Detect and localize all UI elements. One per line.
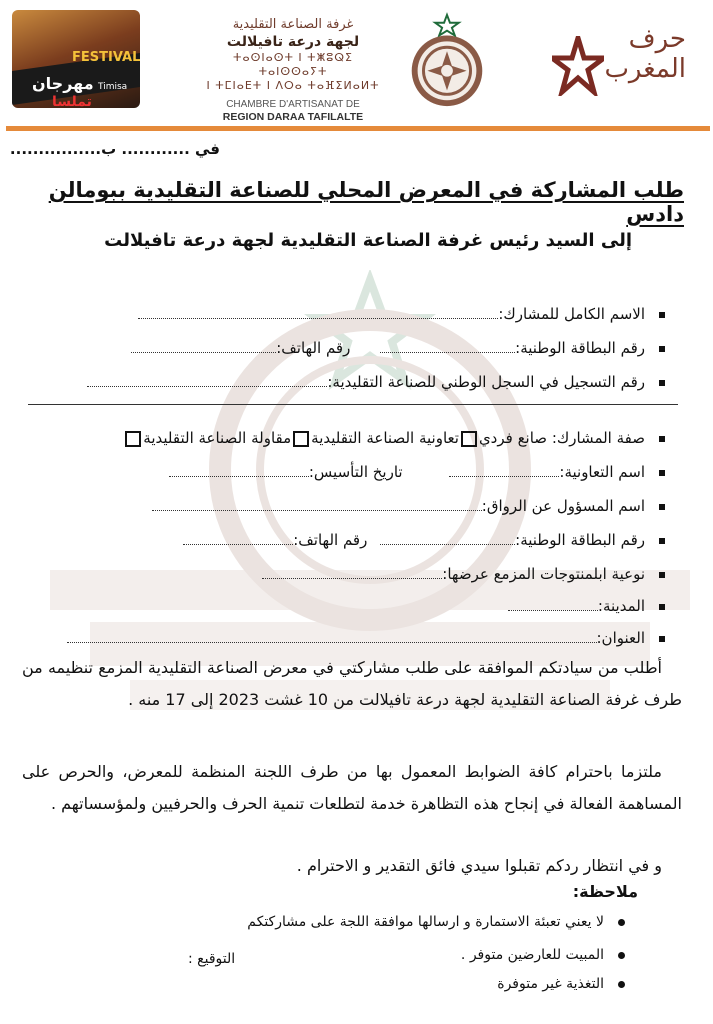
founding-date-label: تاريخ التأسيس: xyxy=(308,463,403,481)
square-bullet-icon xyxy=(659,604,665,610)
chamber-seal-emblem xyxy=(398,12,496,110)
booth-manager-field[interactable] xyxy=(152,496,665,516)
capacity-label: صفة المشارك: xyxy=(551,429,645,447)
hiraf-logo xyxy=(552,10,692,102)
square-bullet-icon xyxy=(659,346,665,352)
star-icon xyxy=(552,36,604,96)
products-input-line[interactable] xyxy=(262,566,442,579)
address-input-line[interactable] xyxy=(67,630,597,643)
square-bullet-icon xyxy=(659,312,665,318)
square-bullet-icon xyxy=(659,572,665,578)
square-bullet-icon xyxy=(659,538,665,544)
festival-logo-ar: مهرجان xyxy=(32,74,94,93)
registry-label: رقم التسجيل في السجل الوطني للصناعة التقليدية: xyxy=(327,373,645,391)
city-label: المدينة: xyxy=(597,597,645,615)
option-individual-checkbox[interactable] xyxy=(461,431,477,447)
booth-manager-label: اسم المسؤول عن الرواق: xyxy=(481,497,645,515)
closing-paragraph: و في انتظار ردكم تقبلوا سيدي فائق التقدير و الاحترام . xyxy=(296,856,662,875)
date-place-line: في ............ ب................ xyxy=(9,140,220,158)
festival-logo-ar2: تملسا xyxy=(52,94,92,108)
national-id-2-input-line[interactable] xyxy=(380,532,515,545)
square-bullet-icon xyxy=(659,380,665,386)
hiraf-logo-text: حرف المغرب xyxy=(604,24,686,84)
option-coop-label: تعاونية الصناعة التقليدية xyxy=(311,429,459,447)
chamber-name-ar-2: لجهة درعة تافيلالت xyxy=(226,34,360,50)
products-field[interactable] xyxy=(262,564,665,584)
option-individual-label: صانع فردي xyxy=(478,429,548,447)
participant-capacity-field[interactable] xyxy=(123,428,665,448)
city-field[interactable] xyxy=(508,596,665,616)
note-item: لا يعني تعبئة الاستمارة و ارسالها موافقة اللجة على مشاركتكم xyxy=(247,914,625,930)
chamber-name-block xyxy=(198,16,388,124)
square-bullet-icon xyxy=(659,470,665,476)
addressee-line: إلى السيد رئيس غرفة الصناعة التقليدية لجهة درعة تافيلالت xyxy=(104,230,632,251)
national-id-label: رقم البطاقة الوطنية: xyxy=(515,339,645,357)
festival-logo-en: FESTIVAL xyxy=(72,50,140,65)
coop-name-label: اسم التعاونية: xyxy=(559,463,645,481)
square-bullet-icon xyxy=(659,636,665,642)
national-id-2-field[interactable] xyxy=(183,530,665,550)
bullet-dot-icon xyxy=(618,981,625,988)
chamber-name-ar-1: غرفة الصناعة التقليدية xyxy=(232,17,354,32)
city-input-line[interactable] xyxy=(508,598,598,611)
chamber-name-tifinagh-1: ⵜⴰⵙⵏⴰⵙⵜ ⵏ ⵜⵥⵓⵕⵉ ⵜⴰⵏⵙⵙⴰⵢⵜ xyxy=(233,51,353,78)
full-name-field[interactable] xyxy=(138,304,665,324)
option-company-label: مقاولة الصناعة التقليدية xyxy=(143,429,292,447)
chamber-name-fr-2: REGION DARAA TAFILALTE xyxy=(222,111,364,123)
header-rule xyxy=(6,126,710,131)
option-company-checkbox[interactable] xyxy=(125,431,141,447)
national-id-field[interactable] xyxy=(131,338,665,358)
phone-2-input-line[interactable] xyxy=(183,532,293,545)
square-bullet-icon xyxy=(659,504,665,510)
coop-name-field[interactable] xyxy=(169,462,665,482)
square-bullet-icon xyxy=(659,436,665,442)
festival-logo-timisa: Timisa xyxy=(98,82,128,92)
document-title: طلب المشاركة في المعرض المحلي للصناعة التقليدية ببومالن دادس xyxy=(48,178,684,226)
registry-input-line[interactable] xyxy=(87,374,327,387)
full-name-input-line[interactable] xyxy=(138,306,498,319)
commitment-paragraph: ملتزما باحترام كافة الضوابط المعمول بها من طرف اللجنة المنظمة للمعرض، والحرص على المساهمة الفعالة في إنجاح هذه التظاهرة خدمة لتطلعات تنمية الحرف والحرفيين ولمؤسساتهم . xyxy=(22,762,682,813)
registry-field[interactable] xyxy=(87,372,665,392)
phone-label: رقم الهاتف: xyxy=(276,339,351,357)
chamber-name-fr-1: CHAMBRE D'ARTISANAT DE xyxy=(226,99,360,110)
national-id-input-line[interactable] xyxy=(380,340,515,353)
coop-name-input-line[interactable] xyxy=(449,464,559,477)
products-label: نوعية ابلمنتوجات المزمع عرضها: xyxy=(442,565,645,583)
address-field[interactable] xyxy=(67,628,666,648)
address-label: العنوان: xyxy=(596,629,645,647)
request-paragraph: أطلب من سيادتكم الموافقة على طلب مشاركتي في معرض الصناعة التقليدية المزمع تنظيمه من طرف غرفة الصناعة التقليدية لجهة درعة تافيلالت من 10 غشت 2023 إلى 17 منه . xyxy=(22,658,682,709)
booth-manager-input-line[interactable] xyxy=(152,498,482,511)
signature-label: التوقيع : xyxy=(188,951,236,967)
bullet-dot-icon xyxy=(618,919,625,926)
section-divider xyxy=(28,404,678,405)
full-name-label: الاسم الكامل للمشارك: xyxy=(498,305,645,323)
bullet-dot-icon xyxy=(618,952,625,959)
phone-2-label: رقم الهاتف: xyxy=(293,531,368,549)
notes-title: ملاحظة: xyxy=(572,882,638,901)
festival-logo xyxy=(12,10,140,108)
note-item: المبيت للعارضين متوفر . xyxy=(461,947,625,963)
founding-date-input-line[interactable] xyxy=(169,464,309,477)
note-item: التغذية غير متوفرة xyxy=(497,976,625,992)
national-id-2-label: رقم البطاقة الوطنية: xyxy=(515,531,645,549)
chamber-name-tifinagh-2: ⵏ ⵜⵎⵏⴰⴹⵜ ⵏ ⴷⵔⴰ ⵜⴰⴼⵉⵍⴰⵍⵜ xyxy=(206,79,380,92)
phone-input-line[interactable] xyxy=(131,340,276,353)
option-coop-checkbox[interactable] xyxy=(293,431,309,447)
